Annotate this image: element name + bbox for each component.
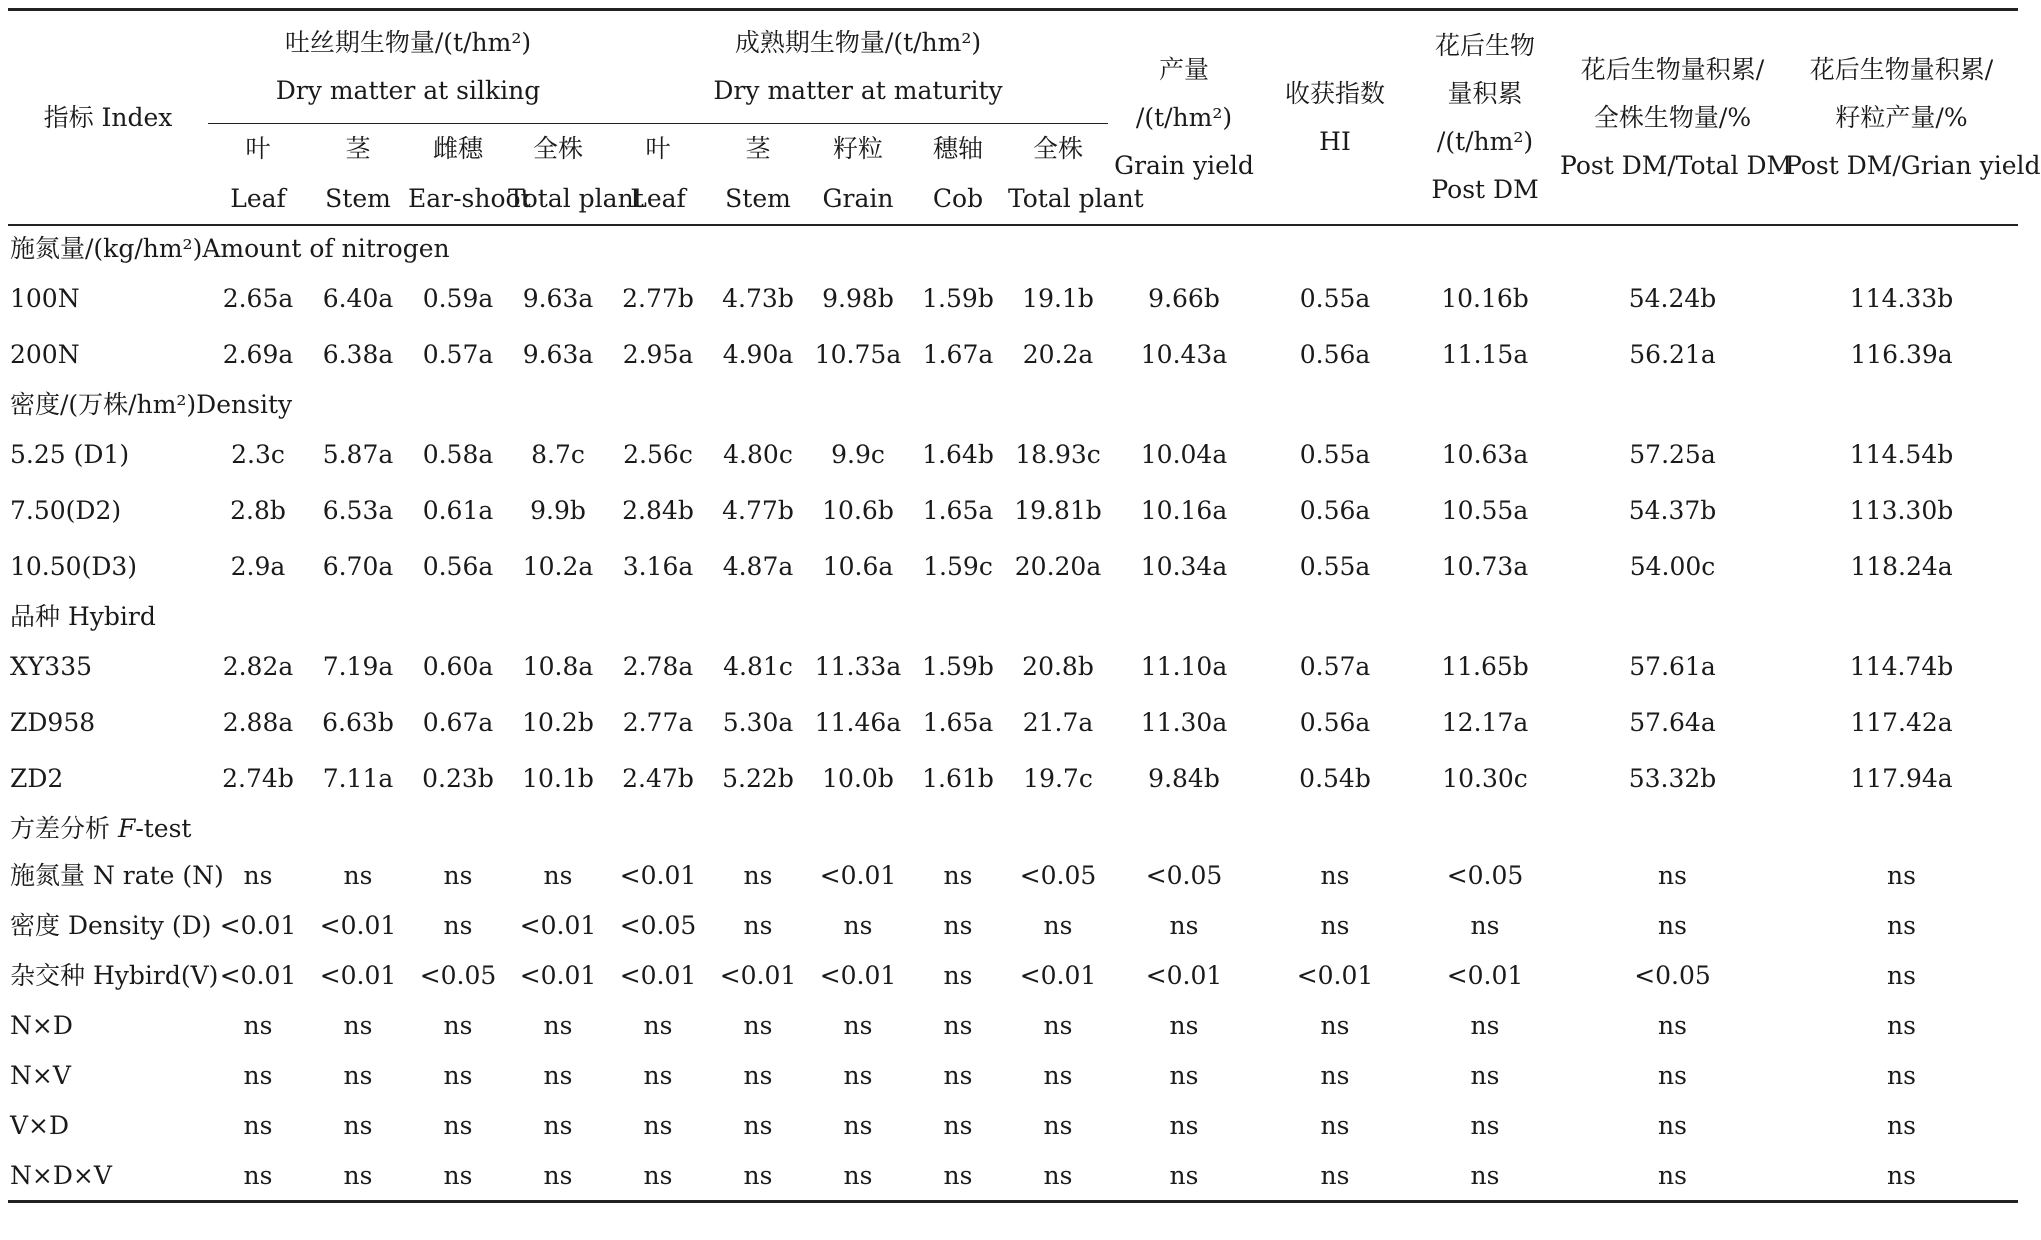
table-row — [8, 538, 2018, 594]
table-cell: 0.56a — [1299, 707, 1371, 737]
table-cell: 10.04a — [1140, 439, 1228, 469]
row-label: 10.50(D3) — [10, 551, 138, 581]
table-cell: 0.56a — [1299, 495, 1371, 525]
table-cell: 4.87a — [722, 551, 794, 581]
table-cell: <0.01 — [719, 960, 797, 990]
table-cell: <0.01 — [519, 960, 597, 990]
table-cell: 4.73b — [722, 283, 794, 313]
table-row — [8, 1000, 2018, 1050]
table-row — [8, 326, 2018, 382]
table-cell: 19.7c — [1023, 763, 1093, 793]
table-cell: 4.80c — [723, 439, 793, 469]
table-cell: ns — [1470, 1060, 1500, 1090]
table-row — [8, 950, 2018, 1000]
table-cell: 0.55a — [1299, 551, 1371, 581]
table-cell: <0.01 — [1296, 960, 1374, 990]
table-cell: ns — [1169, 910, 1199, 940]
table-cell: ns — [1470, 1110, 1500, 1140]
table-cell: 10.8a — [522, 651, 594, 681]
maturity-col-header: 全株 Total plant — [1008, 124, 1108, 226]
table-cell: ns — [1560, 1150, 1785, 1202]
table-cell: ns — [943, 1010, 973, 1040]
table-cell: 11.30a — [1140, 707, 1228, 737]
table-row — [8, 750, 2018, 806]
table-cell: 6.53a — [322, 495, 394, 525]
table-cell: 1.59b — [922, 651, 994, 681]
table-cell: 19.81b — [1014, 495, 1102, 525]
ftest-title-row — [8, 806, 2018, 850]
section-title-row — [8, 225, 2018, 270]
table-cell: 2.69a — [222, 339, 294, 369]
table-cell: ns — [1043, 1110, 1073, 1140]
table-cell: 10.0b — [822, 763, 894, 793]
table-cell: 57.25a — [1629, 439, 1716, 469]
table-cell: 1.59b — [922, 283, 994, 313]
table-cell: 2.3c — [231, 439, 285, 469]
table-cell: ns — [943, 1110, 973, 1140]
table-cell: 10.30c — [1442, 763, 1528, 793]
table-cell: ns — [643, 1010, 673, 1040]
table-cell: 10.75a — [814, 339, 902, 369]
table-cell: <0.01 — [319, 960, 397, 990]
table-cell: 9.98b — [822, 283, 894, 313]
table-cell: 7.11a — [322, 763, 394, 793]
table-cell: 20.20a — [1014, 551, 1102, 581]
table-row — [8, 482, 2018, 538]
table-cell: 2.74b — [222, 763, 294, 793]
table-cell: 7.19a — [322, 651, 394, 681]
table-cell: ns — [408, 1150, 508, 1202]
table-cell: ns — [1470, 910, 1500, 940]
table-cell: ns — [843, 1010, 873, 1040]
maturity-col-header: 叶 Leaf — [608, 124, 708, 226]
table-cell: ns — [343, 1060, 373, 1090]
table-cell: <0.01 — [1446, 960, 1524, 990]
table-cell: 1.61b — [922, 763, 994, 793]
table-cell: 2.56c — [623, 439, 693, 469]
table-cell: ns — [1320, 910, 1350, 940]
silking-col-header: 全株 Total plant — [508, 124, 608, 226]
post-total-header: 花后生物量积累/ 全株生物量/% Post DM/Total DM — [1560, 10, 1785, 226]
table-cell: 5.22b — [722, 763, 794, 793]
table-cell: 0.57a — [1299, 651, 1371, 681]
table-cell: ns — [1008, 1150, 1108, 1202]
table-row — [8, 850, 2018, 900]
table-cell: <0.01 — [619, 860, 697, 890]
table-row — [8, 1050, 2018, 1100]
table-cell: 54.37b — [1628, 495, 1717, 525]
table-body — [8, 225, 2018, 1202]
table-cell: <0.05 — [419, 960, 497, 990]
row-label: 密度 Density (D) — [10, 910, 212, 940]
table-cell: <0.01 — [519, 910, 597, 940]
row-label: 7.50(D2) — [10, 495, 122, 525]
table-cell: 10.73a — [1441, 551, 1529, 581]
table-cell: ns — [608, 1150, 708, 1202]
maturity-group-header: 成熟期生物量/(t/hm²) Dry matter at maturity — [608, 10, 1108, 124]
table-cell: ns — [743, 1010, 773, 1040]
table-cell: ns — [343, 1110, 373, 1140]
table-cell: 9.9c — [831, 439, 885, 469]
table-cell: 0.60a — [422, 651, 494, 681]
table-cell: 11.65b — [1441, 651, 1529, 681]
table-cell: 10.16b — [1441, 283, 1529, 313]
table-cell: ns — [943, 910, 973, 940]
table-cell: <0.05 — [619, 910, 697, 940]
table-cell: 10.63a — [1441, 439, 1529, 469]
table-cell: 6.38a — [322, 339, 394, 369]
table-cell: 4.81c — [723, 651, 793, 681]
table-cell: 0.54b — [1299, 763, 1371, 793]
table-cell: ns — [208, 1150, 308, 1202]
table-cell: 0.55a — [1299, 283, 1371, 313]
post-dm-header: 花后生物 量积累 /(t/hm²) Post DM — [1410, 10, 1560, 226]
row-label: ZD2 — [10, 763, 64, 793]
table-cell: 10.2a — [522, 551, 594, 581]
table-cell: 0.23b — [422, 763, 494, 793]
table-cell: ns — [743, 910, 773, 940]
table-cell: ns — [1169, 1060, 1199, 1090]
table-cell: 10.6b — [822, 495, 894, 525]
table-cell: 4.90a — [722, 339, 794, 369]
table-cell: 10.16a — [1140, 495, 1228, 525]
table-cell: ns — [643, 1060, 673, 1090]
table-cell: 6.63b — [322, 707, 394, 737]
silking-col-header: 雌穗 Ear-shoot — [408, 124, 508, 226]
row-label: 100N — [10, 283, 80, 313]
table-cell: 114.74b — [1849, 651, 1954, 681]
table-cell: 11.33a — [814, 651, 902, 681]
table-cell: 10.1b — [522, 763, 594, 793]
table-cell: ns — [843, 910, 873, 940]
table-cell: ns — [743, 1110, 773, 1140]
table-cell: ns — [1785, 1150, 2018, 1202]
table-cell: ns — [1887, 960, 1916, 990]
table-cell: ns — [1320, 860, 1350, 890]
table-cell: 21.7a — [1022, 707, 1094, 737]
table-cell: 0.58a — [422, 439, 494, 469]
table-cell: ns — [1169, 1010, 1199, 1040]
table-cell: 5.30a — [722, 707, 794, 737]
table-cell: ns — [443, 910, 473, 940]
table-cell: 12.17a — [1441, 707, 1529, 737]
table-cell: 2.84b — [622, 495, 694, 525]
table-cell: ns — [1887, 1010, 1916, 1040]
table-cell: 8.7c — [531, 439, 585, 469]
table-cell: ns — [1169, 1110, 1199, 1140]
table-cell: ns — [443, 1010, 473, 1040]
table-cell: ns — [1043, 910, 1073, 940]
table-cell: ns — [1658, 1110, 1687, 1140]
table-cell: 2.47b — [622, 763, 694, 793]
table-cell: ns — [1410, 1150, 1560, 1202]
table-cell: ns — [243, 1010, 273, 1040]
row-label: N×D×V — [8, 1150, 208, 1202]
table-cell: ns — [1043, 1010, 1073, 1040]
table-cell: 56.21a — [1629, 339, 1716, 369]
table-cell: ns — [1658, 1060, 1687, 1090]
table-cell: <0.01 — [219, 960, 297, 990]
row-label: 5.25 (D1) — [10, 439, 130, 469]
table-cell: <0.05 — [1446, 860, 1524, 890]
table-cell: 117.94a — [1850, 763, 1953, 793]
table-cell: 19.1b — [1022, 283, 1094, 313]
table-cell: ns — [1470, 1010, 1500, 1040]
table-cell: <0.05 — [1145, 860, 1223, 890]
table-cell: ns — [243, 1110, 273, 1140]
table-cell: 1.59c — [923, 551, 993, 581]
table-cell: 9.63a — [522, 283, 594, 313]
post-grain-header: 花后生物量积累/ 籽粒产量/% Post DM/Grian yield — [1785, 10, 2018, 226]
section-title: 品种 Hybird — [10, 601, 156, 631]
table-cell: ns — [1887, 1110, 1916, 1140]
table-cell: 10.34a — [1140, 551, 1228, 581]
table-cell: ns — [543, 860, 573, 890]
table-cell: 6.40a — [322, 283, 394, 313]
table-cell: 0.61a — [422, 495, 494, 525]
table-cell: 2.82a — [222, 651, 294, 681]
table-cell: <0.01 — [619, 960, 697, 990]
table-cell: 20.8b — [1022, 651, 1094, 681]
table-cell: 2.8b — [230, 495, 286, 525]
table-cell: ns — [308, 1150, 408, 1202]
table-cell: ns — [708, 1150, 808, 1202]
row-label: 施氮量 N rate (N) — [10, 860, 224, 890]
table-cell: 118.24a — [1850, 551, 1953, 581]
row-label: ZD958 — [10, 707, 96, 737]
table-cell: 6.70a — [322, 551, 394, 581]
table-cell: <0.01 — [219, 910, 297, 940]
table-cell: <0.01 — [819, 860, 897, 890]
silking-col-header: 叶 Leaf — [208, 124, 308, 226]
table-cell: <0.01 — [1019, 960, 1097, 990]
table-cell: 57.61a — [1629, 651, 1716, 681]
row-label: XY335 — [10, 651, 93, 681]
row-label: 200N — [10, 339, 80, 369]
table-cell: ns — [443, 1110, 473, 1140]
yield-header: 产量 /(t/hm²) Grain yield — [1108, 10, 1260, 226]
table-cell: 10.2b — [522, 707, 594, 737]
table-cell: 1.65a — [922, 495, 994, 525]
table-cell: ns — [808, 1150, 908, 1202]
table-cell: ns — [343, 860, 373, 890]
table-cell: ns — [943, 960, 973, 990]
table-cell: 0.56a — [1299, 339, 1371, 369]
header-row-groups — [8, 10, 2018, 124]
ftest-title-rest: -test — [135, 813, 192, 843]
table-cell: ns — [1108, 1150, 1260, 1202]
table-cell: 0.59a — [422, 283, 494, 313]
table-cell: ns — [943, 1060, 973, 1090]
table-cell: 10.55a — [1441, 495, 1529, 525]
table-cell: 1.67a — [922, 339, 994, 369]
table-cell: <0.01 — [319, 910, 397, 940]
table-cell: ns — [943, 860, 973, 890]
table-cell: <0.01 — [819, 960, 897, 990]
table-cell: 2.65a — [222, 283, 294, 313]
table-cell: ns — [1658, 1010, 1687, 1040]
table-row — [8, 694, 2018, 750]
table-cell: 2.95a — [622, 339, 694, 369]
table-cell: ns — [1658, 910, 1687, 940]
table-cell: ns — [243, 860, 273, 890]
table-cell: 54.00c — [1629, 551, 1716, 581]
row-label: V×D — [10, 1110, 70, 1140]
table-cell: 0.55a — [1299, 439, 1371, 469]
table-cell: 10.6a — [822, 551, 894, 581]
table-cell: ns — [1043, 1060, 1073, 1090]
table-cell: 0.67a — [422, 707, 494, 737]
table-cell: ns — [243, 1060, 273, 1090]
table-cell: ns — [1887, 910, 1916, 940]
ftest-title — [8, 806, 2018, 850]
table-cell: 11.15a — [1441, 339, 1529, 369]
table-row — [8, 270, 2018, 326]
table-cell: 0.56a — [422, 551, 494, 581]
table-cell: ns — [743, 860, 773, 890]
table-row — [8, 900, 2018, 950]
table-cell: ns — [443, 1060, 473, 1090]
maturity-col-header: 籽粒 Grain — [808, 124, 908, 226]
ftest-title-f: F — [117, 813, 136, 843]
table-cell: ns — [843, 1110, 873, 1140]
table-cell: ns — [543, 1110, 573, 1140]
table-cell: ns — [843, 1060, 873, 1090]
table-cell: 11.46a — [814, 707, 902, 737]
table-cell: 9.63a — [522, 339, 594, 369]
row-label: 杂交种 Hybird(V) — [10, 960, 219, 990]
table-cell: ns — [908, 1150, 1008, 1202]
table-cell: 0.57a — [422, 339, 494, 369]
biomass-table — [8, 8, 2041, 1203]
table-cell: 57.64a — [1629, 707, 1716, 737]
table-row — [8, 426, 2018, 482]
table-cell: 20.2a — [1022, 339, 1094, 369]
table-cell: ns — [1320, 1110, 1350, 1140]
table-cell: ns — [743, 1060, 773, 1090]
table-row — [8, 1150, 2018, 1202]
row-label: N×D — [10, 1010, 73, 1040]
table-cell: ns — [443, 860, 473, 890]
table-cell: 114.33b — [1849, 283, 1954, 313]
table-cell: 9.9b — [530, 495, 586, 525]
table-cell: 2.78a — [622, 651, 694, 681]
table-cell: 11.10a — [1140, 651, 1228, 681]
table-cell: ns — [1260, 1150, 1410, 1202]
table-cell: 113.30b — [1849, 495, 1954, 525]
hi-header: 收获指数 HI — [1260, 10, 1410, 226]
table-cell: 114.54b — [1849, 439, 1954, 469]
table-row — [8, 1100, 2018, 1150]
section-title-row — [8, 594, 2018, 638]
table-cell: 10.43a — [1140, 339, 1228, 369]
table-cell: ns — [1887, 860, 1916, 890]
table-cell: ns — [643, 1110, 673, 1140]
section-title: 施氮量/(kg/hm²)Amount of nitrogen — [10, 233, 450, 263]
table-cell: 2.77a — [622, 707, 694, 737]
silking-group-header: 吐丝期生物量/(t/hm²) Dry matter at silking — [208, 10, 608, 124]
table-cell: <0.05 — [1634, 960, 1711, 990]
ftest-title-cn: 方差分析 — [10, 813, 118, 843]
table-cell: 116.39a — [1850, 339, 1953, 369]
table-cell: 53.32b — [1628, 763, 1717, 793]
table-cell: 2.88a — [222, 707, 294, 737]
table-cell: 18.93c — [1015, 439, 1101, 469]
table-cell: 54.24b — [1628, 283, 1717, 313]
table-cell: 3.16a — [622, 551, 694, 581]
table-cell: 117.42a — [1850, 707, 1953, 737]
section-title-row — [8, 382, 2018, 426]
table-header — [8, 10, 2041, 226]
table-cell: 5.87a — [322, 439, 394, 469]
table-cell: <0.01 — [1145, 960, 1223, 990]
table-cell: ns — [1320, 1010, 1350, 1040]
table-cell: 2.77b — [622, 283, 694, 313]
table-cell: ns — [508, 1150, 608, 1202]
table-cell: ns — [543, 1060, 573, 1090]
table-cell: 2.9a — [230, 551, 286, 581]
table-cell: 1.64b — [922, 439, 994, 469]
table-cell: ns — [543, 1010, 573, 1040]
table-cell: 9.66b — [1148, 283, 1220, 313]
table-cell: ns — [1887, 1060, 1916, 1090]
index-header: 指标 Index — [8, 10, 208, 226]
table-cell: 9.84b — [1148, 763, 1220, 793]
maturity-col-header: 茎 Stem — [708, 124, 808, 226]
table-cell: ns — [1658, 860, 1687, 890]
table-cell: 4.77b — [722, 495, 794, 525]
table-cell: <0.05 — [1019, 860, 1097, 890]
table-cell: 1.65a — [922, 707, 994, 737]
maturity-col-header: 穗轴 Cob — [908, 124, 1008, 226]
table-cell: ns — [1320, 1060, 1350, 1090]
table-cell: ns — [343, 1010, 373, 1040]
silking-col-header: 茎 Stem — [308, 124, 408, 226]
row-label: N×V — [10, 1060, 71, 1090]
section-title: 密度/(万株/hm²)Density — [10, 389, 293, 419]
table-row — [8, 638, 2018, 694]
